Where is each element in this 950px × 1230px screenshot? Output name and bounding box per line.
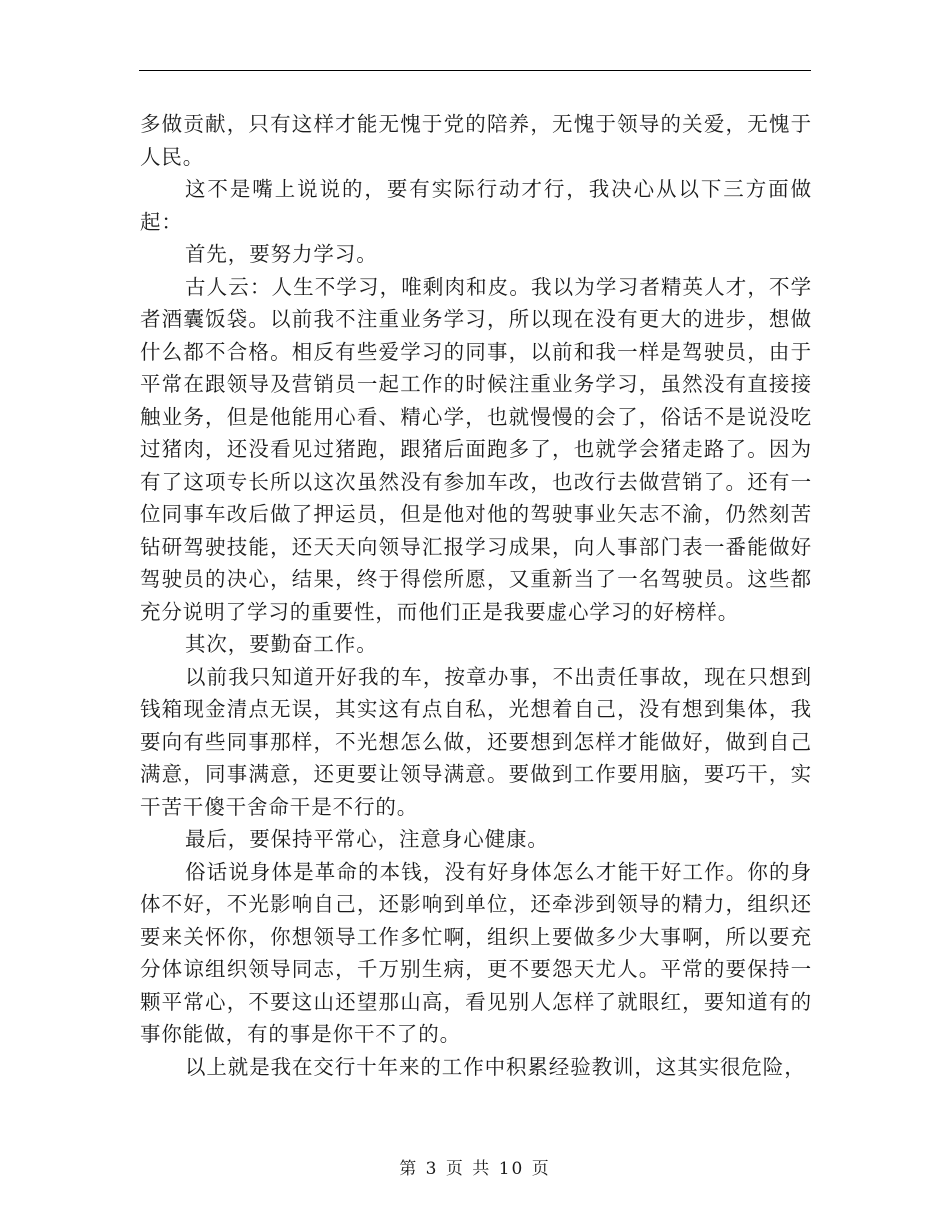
page-number-footer: 第 3 页 共 10 页	[399, 1159, 551, 1179]
paragraph: 古人云：人生不学习，唯剩肉和皮。我以为学习者精英人才，不学者酒囊饭袋。以前我不注重业务学习，所以现在没有更大的进步，想做什么都不合格。相反有些爱学习的同事，以前和我一样是驾驶员，由于平常在跟领导及营销员一起工作的时候注重业务学习，虽然没有直接接触业务，但是他能用心看、精心学，也就慢慢的会了，俗话不是说没吃过猪肉，还没看见过猪跑，跟猪后面跑多了，也就学会猪走路了。因为有了这项专长所以这次虽然没有参加车改，也改行去做营销了。还有一位同事车改后做了押运员，但是他对他的驾驶事业矢志不渝，仍然刻苦钻研驾驶技能，还天天向领导汇报学习成果，向人事部门表一番能做好驾驶员的决心，结果，终于得偿所愿，又重新当了一名驾驶员。这些都充分说明了学习的重要性，而他们正是我要虚心学习的好榜样。	[140, 274, 812, 624]
section-heading: 首先，要努力学习。	[185, 242, 378, 266]
paragraph: 这不是嘴上说说的，要有实际行动才行，我决心从以下三方面做起：	[140, 177, 812, 234]
paragraph: 以上就是我在交行十年来的工作中积累经验教训，这其实很危险，	[185, 1054, 806, 1079]
section-heading: 最后，要保持平常心，注意身心健康。	[185, 827, 549, 851]
header-rule	[139, 70, 811, 71]
document-body	[140, 108, 812, 1083]
paragraph: 俗话说身体是革命的本钱，没有好身体怎么才能干好工作。你的身体不好，不光影响自己，还影响到单位，还牵涉到领导的精力，组织还要来关怀你，你想领导工作多忙啊，组织上要做多少大事啊，所以要充分体谅组织领导同志，千万别生病，更不要怨天尤人。平常的要保持一颗平常心，不要这山还望那山高，看见别人怎样了就眼红，要知道有的事你能做，有的事是你干不了的。	[140, 859, 812, 1046]
paragraph: 以前我只知道开好我的车，按章办事，不出责任事故，现在只想到钱箱现金清点无误，其实这有点自私，光想着自己，没有想到集体，我要向有些同事那样，不光想怎么做，还要想到怎样才能做好，做到自己满意，同事满意，还更要让领导满意。要做到工作要用脑，要巧干，实干苦干傻干舍命干是不行的。	[140, 664, 812, 819]
paragraph: 多做贡献，只有这样才能无愧于党的陪养，无愧于领导的关爱，无愧于人民。	[140, 112, 812, 169]
section-heading: 其次，要勤奋工作。	[185, 632, 378, 656]
